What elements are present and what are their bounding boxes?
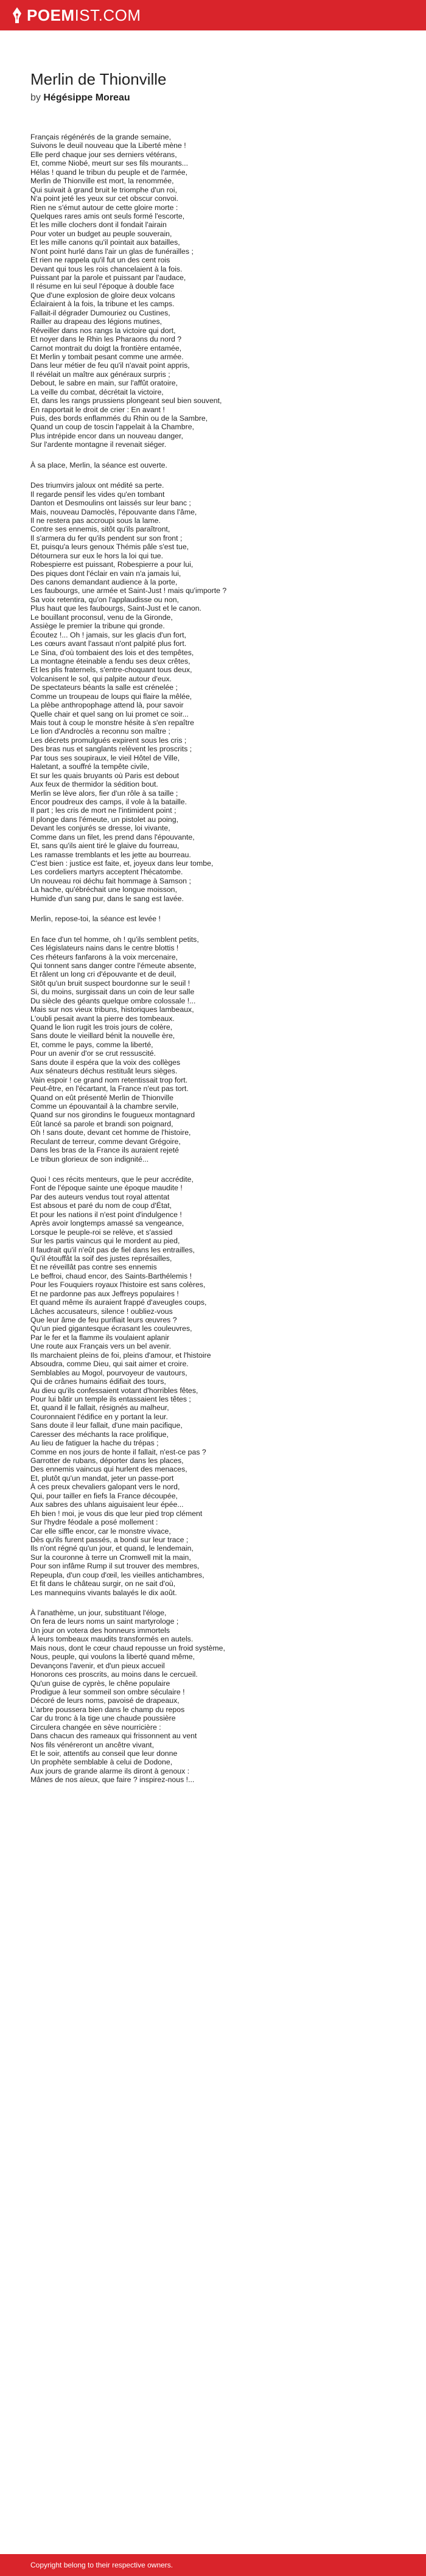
poem-line: Qu'un pied gigantesque écrasant les couleuvres,: [30, 1324, 192, 1333]
site-logo[interactable]: [12, 6, 141, 25]
poem-line: Quoi ! ces récits menteurs, que le peur accrédite,: [30, 1175, 194, 1184]
poem-line: Un nouveau roi déchu fait hommage à Samson ;: [30, 876, 191, 885]
poem-line: Les décrets promulgués expirent sous les cris ;: [30, 735, 187, 745]
poem-stanza: [30, 1175, 396, 1597]
poem-line: Sans doute il leur fallait, d'une main pacifique,: [30, 1421, 183, 1430]
poem-line: Et quand même ils auraient frappé d'aveugles coups,: [30, 1298, 207, 1307]
poem-line: Quand sur nos girondins le fougueux montagnard: [30, 1111, 195, 1120]
poem-line: Garrotter de rubans, déporter dans les places,: [30, 1456, 184, 1465]
poem-line: Aux jours de grande alarme ils diront à genoux :: [30, 1766, 190, 1775]
poem-line: C'est bien : justice est faite, et, joyeux dans leur tombe,: [30, 859, 214, 868]
poem-line: Et, comme le pays, comme la liberté,: [30, 1040, 153, 1049]
poem-line: Français régénérés de la grande semaine,: [30, 133, 172, 141]
poem-line: Quand un coup de toscin l'appelait à la Chambre,: [30, 423, 194, 432]
poem-line: Sur l'ardente montagne il revenait siéger.: [30, 440, 167, 449]
poem-line: L'oubli pesait avant la pierre des tombeaux.: [30, 1014, 175, 1023]
poem-line: Plus intrépide encor dans un nouveau danger,: [30, 431, 183, 440]
poem-line: Reculant de terreur, comme devant Grégoire,: [30, 1137, 181, 1146]
poem-line: Par le fer et la flamme ils voulaient aplanir: [30, 1333, 170, 1342]
poem-line: Danton et Desmoulins ont laissés sur leur banc ;: [30, 499, 191, 508]
poem-line: Fallait-il dégrader Dumouriez ou Custines,: [30, 308, 170, 317]
poem-line: Robespierre est puissant, Robespierre a pour lui,: [30, 560, 194, 569]
poem-line: Ils n'ont régné qu'un jour, et quand, le lendemain,: [30, 1544, 194, 1553]
poem-line: Comme un troupeau de loups qui flaire la mêlée,: [30, 692, 192, 701]
poem-line: Il résume en lui seul l'époque à double face: [30, 282, 175, 291]
poem-line: Pour un avenir d'or se crut ressuscité.: [30, 1049, 156, 1058]
poem-line: Devant les conjurés se dresse, loi vivante,: [30, 824, 170, 833]
poem-line: Pour son infâme Rump il sut trouver des membres,: [30, 1562, 200, 1571]
poem-line: Dans chacun des rameaux qui frissonnent au vent: [30, 1732, 197, 1741]
poem-stanza: [30, 461, 396, 469]
poem-line: En face d'un tel homme, oh ! qu'ils semblent petits,: [30, 935, 199, 944]
poem-line: Et, dans les rangs prussiens plongeant seul bien souvent,: [30, 396, 222, 405]
poem-line: L'arbre poussera bien dans le champ du repos: [30, 1705, 185, 1714]
poem-line: Et le soir, attentifs au conseil que leur donne: [30, 1749, 178, 1758]
poem-line: Et les mille clochers dont il fondait l'airain: [30, 220, 167, 230]
poem-line: La hache, qu'ébréchait une longue moisson,: [30, 885, 177, 894]
poem-line: Assiège le premier la tribune qui gronde.: [30, 622, 165, 631]
poem-line: Aux feux de thermidor la sédition bout.: [30, 780, 158, 789]
poem-line: Du siècle des géants quelque ombre colossale !...: [30, 996, 196, 1005]
poem-line: Et sur les quais bruyants où Paris est debout: [30, 771, 180, 780]
poem-line: Comme en nos jours de honte il fallait, n'est-ce pas ?: [30, 1447, 206, 1456]
poem-line: Merlin se lève alors, fier d'un rôle à sa taille ;: [30, 788, 178, 798]
poem-line: Lâches accusateurs, silence ! oubliez-vous: [30, 1307, 173, 1316]
poem-line: Les cœurs avant l'assaut n'ont palpité plus fort.: [30, 639, 187, 648]
poem-line: Suivons le deuil nouveau que la Liberté mène !: [30, 141, 186, 150]
poem-line: Mânes de nos aïeux, que faire ? inspirez-nous !...: [30, 1775, 195, 1785]
poem-line: Elle perd chaque jour ses derniers vétérans,: [30, 150, 177, 159]
poem-line: Sa voix retentira, qu'on l'applaudisse ou non,: [30, 595, 179, 604]
poem-line: Peut-être, en l'écartant, la France n'eut pas tort.: [30, 1084, 189, 1093]
poem-line: Quelle chair et quel sang on lui promet ce soir...: [30, 709, 189, 718]
poem-line: Ces législateurs nains dans le centre blottis !: [30, 944, 179, 953]
poem-line: Haletant, a souffré la tempête civile,: [30, 762, 150, 771]
poem-line: Le tribun glorieux de son indignité...: [30, 1154, 149, 1163]
poem-line: Sitôt qu'un bruit suspect bourdonne sur le seuil !: [30, 978, 190, 988]
poem-line: Sur l'hydre féodale a posé mollement :: [30, 1518, 158, 1527]
poem-line: Nos fils vénéreront un ancêtre vivant,: [30, 1740, 155, 1749]
poem-line: Mais tout à coup le monstre hésite à s'en repaître: [30, 718, 194, 727]
poem-line: Un prophète semblable à celui de Dodone,: [30, 1758, 173, 1767]
poem-line: Aux sabres des uhlans aiguisaient leur épée...: [30, 1500, 184, 1509]
poem-line: Caresser des méchants la race prolifique,: [30, 1430, 169, 1439]
poem-line: Pour lui bâtir un temple ils entassaient les têtes ;: [30, 1394, 191, 1403]
poem-line: Prodigue à leur sommeil son ombre séculaire !: [30, 1687, 185, 1696]
poem-line: Qu'un guise de cyprès, le chêne populaire: [30, 1679, 170, 1688]
poem-line: Des ennemis vaincus qui hurlent des menaces,: [30, 1465, 187, 1474]
poem-line: Font de l'époque sainte une époque maudite !: [30, 1184, 183, 1193]
poem-line: Une route aux Français vers un bel avenir.: [30, 1342, 172, 1351]
poem-line: Vain espoir ! ce grand nom retentissait trop fort.: [30, 1075, 188, 1084]
poem-line: Pour les Fouquiers royaux l'histoire est sans colères,: [30, 1280, 206, 1290]
poem-line: Mais sur nos vieux tribuns, historiques lambeaux,: [30, 1005, 194, 1014]
poem-stanza: [30, 914, 396, 923]
poem-line: Si, du moins, surgissait dans un coin de leur salle: [30, 988, 195, 997]
poem-line: Éclairaient à la fois, la tribune et les camps.: [30, 300, 175, 309]
poem-line: Dès qu'ils furent passés, a bondi sur leur trace ;: [30, 1535, 189, 1544]
poem-line: Au dieu qu'ils confessaient votant d'horribles fêtes,: [30, 1386, 198, 1395]
poem-line: Carnot montrait du doigt la frontière entamée,: [30, 343, 182, 353]
poem-line: Le Sina, d'où tombaient des lois et des tempêtes,: [30, 648, 194, 657]
poem-line: Dans leur métier de feu qu'il n'avait point appris,: [30, 361, 190, 370]
poem-line: Couronnaient l'édifice en y portant la leur.: [30, 1412, 168, 1421]
poem-line: Mais, nouveau Damoclès, l'épouvante dans l'âme,: [30, 507, 197, 516]
poem-line: Et, comme Niobé, meurt sur ses fils mourants...: [30, 159, 188, 168]
poem-line: La montagne éteinable a fendu ses deux crêtes,: [30, 656, 190, 665]
poem-line: En rapportait le droit de crier : En avant !: [30, 405, 165, 414]
poem-line: Plus haut que les faubourgs, Saint-Just et le canon.: [30, 604, 201, 613]
poem-line: Lorsque le peuple-roi se relève, et s'assied: [30, 1227, 173, 1237]
poem-line: Merlin, repose-toi, la séance est levée !: [30, 914, 161, 924]
poem-line: Des triumvirs jaloux ont médité sa perte.: [30, 481, 164, 490]
poem-line: Dans les bras de la France ils auraient rejeté: [30, 1146, 180, 1155]
poem-line: Et, quand il le fallait, résignés au malheur,: [30, 1403, 169, 1413]
poem-line: Nous, peuple, qui voulons la liberté quand même,: [30, 1652, 195, 1662]
poem-line: Et les plis fraternels, s'entre-choquant tous deux,: [30, 665, 192, 675]
poem-line: Car du tronc à la tige une chaude poussière: [30, 1714, 176, 1723]
poem-line: À sa place, Merlin, la séance est ouverte.: [30, 460, 167, 469]
poem-line: Est absous et paré du nom de coup d'État,: [30, 1201, 172, 1210]
poem-line: Ces rhéteurs fanfarons à la voix mercenaire,: [30, 952, 178, 961]
site-brand: POEMIST.COM: [27, 5, 141, 24]
poem-stanza: [30, 1609, 396, 1785]
poem-body: [30, 133, 396, 1785]
poem-line: Et, puisqu'a leurs genoux Thémis pâle s'est tue,: [30, 542, 189, 552]
poem-line: Sur les partis vaincus qui le mordent au pied,: [30, 1237, 180, 1246]
poem-line: Qui, pour tailler en fiefs la France découpée,: [30, 1491, 178, 1500]
author-link[interactable]: Hégésippe Moreau: [43, 93, 130, 103]
poem-line: Et ne pardonne pas aux Jeffreys populaires !: [30, 1289, 179, 1298]
poem-line: N'ont point hurlé dans l'air un glas de funérailles ;: [30, 247, 194, 256]
poem-line: Il ne restera pas accroupi sous la lame.: [30, 516, 161, 525]
poem-line: De spectateurs béants la salle est crénelée ;: [30, 683, 178, 692]
copyright-text: Copyright belong to their respective owners.: [30, 2561, 173, 2569]
poem-line: Devançons l'avenir, et d'un pieux accueil: [30, 1661, 165, 1670]
poem-line: Et, plutôt qu'un mandat, jeter un passe-port: [30, 1473, 174, 1483]
poem-line: Après avoir longtemps amassé sa vengeance,: [30, 1219, 184, 1228]
site-header: [0, 0, 426, 30]
poem-line: Rien ne s'émut autour de cette gloire morte :: [30, 203, 178, 212]
poem-content: [30, 30, 396, 1796]
poem-line: Et noyer dans le Rhin les Pharaons du nord ?: [30, 335, 182, 344]
poem-line: Les mannequins vivants balayés le dix août.: [30, 1588, 177, 1597]
poem-line: Il faudrait qu'il n'eût pas de fiel dans les entrailles,: [30, 1245, 195, 1254]
poem-line: Un jour on votera des honneurs immortels: [30, 1626, 170, 1635]
poem-line: À leurs tombeaux maudits transformés en autels.: [30, 1635, 194, 1644]
poem-line: Qui suivait à grand bruit le triomphe d'un roi,: [30, 185, 177, 194]
poem-line: Sans doute il espéra que la voix des collèges: [30, 1058, 181, 1067]
poem-line: Les cordeliers martyrs acceptent l'hécatombe.: [30, 868, 183, 877]
poem-line: Par des auteurs vendus tout royal attentat: [30, 1192, 170, 1201]
poem-line: Il plonge dans l'émeute, un pistolet au poing,: [30, 815, 178, 824]
poem-line: Des bras nus et sanglants relèvent les proscrits ;: [30, 745, 192, 754]
poem-line: Car elle siffle encor, car le monstre vivace,: [30, 1526, 171, 1535]
poem-line: Mais nous, dont le cœur chaud repousse un froid système,: [30, 1643, 225, 1652]
poem-line: Comme dans un filet, les prend dans l'épouvante,: [30, 832, 195, 841]
poem-line: Des piques dont l'éclair en vain n'a jamais lui,: [30, 569, 181, 578]
poem-line: Et les mille canons qu'il pointait aux batailles,: [30, 238, 180, 247]
poem-title: Merlin de Thionville: [30, 70, 167, 88]
poem-line: Le bouillant proconsul, venu de la Gironde,: [30, 612, 173, 622]
poem-line: Les faubourgs, une armée et Saint-Just ! mais qu'importe ?: [30, 586, 227, 595]
byline-prefix: by: [30, 93, 41, 103]
poem-line: Eh bien ! moi, je vous dis que leur pied trop clément: [30, 1509, 203, 1518]
poem-line: Au lieu de fatiguer la hache du trépas ;: [30, 1439, 159, 1448]
poem-line: Repeupla, d'un coup d'œil, les vieilles antichambres,: [30, 1570, 204, 1579]
poem-line: N'a point jeté les yeux sur cet obscur convoi.: [30, 194, 178, 203]
poem-line: Devant qui tous les rois chancelaient à la fois.: [30, 264, 183, 273]
poem-line: Encor poudreux des camps, il vole à la bataille.: [30, 797, 187, 806]
poem-line: Puissant par la parole et puissant par l'audace,: [30, 273, 186, 282]
poem-line: Railler au drapeau des légions mutines,: [30, 317, 162, 326]
poem-line: Détournera sur eux le hors la loi qui tue.: [30, 551, 164, 560]
pen-nib-icon: [12, 7, 22, 23]
poem-line: Pour voter un budget au peuple souverain,: [30, 229, 172, 238]
poem-line: À l'anathème, un jour, substituant l'éloge,: [30, 1609, 167, 1617]
poem-line: Hélas ! quand le tribun du peuple et de l'armée,: [30, 167, 188, 177]
poem-line: Sans doute le vieillard bénit la nouvelle ère,: [30, 1031, 175, 1041]
poem-line: Contre ses ennemis, sitôt qu'ils paraîtront,: [30, 525, 170, 534]
poem-line: Que d'une explosion de gloire deux volcans: [30, 290, 175, 300]
poem-line: Volcanisent le sol, qui palpite autour d'eux.: [30, 674, 172, 683]
poem-line: Écoutez !... Oh ! jamais, sur les glacis d'un fort,: [30, 630, 186, 639]
poem-line: Qu'il étouffât la soif des justes représailles,: [30, 1254, 172, 1263]
poem-line: Quand le lion rugit les trois jours de colère,: [30, 1023, 173, 1031]
poem-line: Que leur âme de feu purifiait leurs œuvres ?: [30, 1316, 177, 1324]
poem-line: Décoré de leurs noms, pavoisé de drapeaux,: [30, 1696, 180, 1705]
poem-line: Et Merlin y tombait pesant comme une armée.: [30, 352, 184, 361]
poem-line: Les ramasse tremblants et les jette au bourreau.: [30, 850, 191, 859]
poem-line: Le beffroi, chaud encor, des Saints-Barthélemis !: [30, 1271, 192, 1280]
poem-line: La veille du combat, décrétait la victoire,: [30, 387, 164, 396]
poem-line: Et râlent un long cri d'épouvante et de deuil,: [30, 970, 176, 979]
poem-line: Aux sénateurs déchus restituât leurs sièges.: [30, 1067, 178, 1076]
poem-byline: [30, 93, 396, 104]
poem-stanza: [30, 935, 396, 1163]
poem-line: Puis, des bords enflammés du Rhin ou de la Sambre,: [30, 414, 208, 423]
poem-line: À ces preux chevaliers galopant vers le nord,: [30, 1483, 180, 1492]
poem-line: Sur la couronne à terre un Cromwell mit la main,: [30, 1553, 191, 1562]
poem-line: Il part ; les cris de mort ne l'intimident point ;: [30, 806, 176, 815]
poem-stanza: [30, 133, 396, 449]
poem-line: Il regarde pensif les vides qu'en tombant: [30, 490, 165, 499]
poem-line: On fera de leurs noms un saint martyrologe ;: [30, 1617, 179, 1626]
poem-line: Il s'armera du fer qu'ils pendent sur son front ;: [30, 533, 183, 542]
poem-line: Et ne réveillât pas contre ses ennemis: [30, 1263, 157, 1272]
poem-line: Réveiller dans nos rangs la victoire qui dort,: [30, 326, 176, 335]
poem-line: Ils marchaient pleins de foi, pleins d'amour, et l'histoire: [30, 1350, 211, 1360]
poem-line: Qui de crânes humains édifiait des tours,: [30, 1377, 166, 1386]
poem-line: Comme un épouvantail à la chambre servile,: [30, 1101, 179, 1111]
poem-line: Debout, le sabre en main, sur l'affût oratoire,: [30, 379, 178, 388]
site-footer: [0, 2554, 426, 2576]
poem-line: Semblables au Mogol, pourvoyeur de vautours,: [30, 1368, 187, 1377]
poem-line: Il révélait un maître aux généraux surpris ;: [30, 370, 170, 379]
poem-line: Et fit dans le château surgir, on ne sait d'où,: [30, 1579, 176, 1588]
poem-line: Et pour les nations il n'est point d'indulgence !: [30, 1210, 182, 1219]
poem-line: Et rien ne rappela qu'il fut un des cent rois: [30, 256, 170, 265]
poem-line: Oh ! sans doute, devant cet homme de l'histoire,: [30, 1128, 191, 1137]
poem-line: Le lion d'Androclès a reconnu son maître ;: [30, 727, 170, 736]
poem-line: La plèbe anthropophage attend là, pour savoir: [30, 701, 184, 710]
poem-line: Par tous ses soupiraux, le vieil Hôtel de Ville,: [30, 753, 180, 762]
poem-line: Honorons ces proscrits, au moins dans le cercueil.: [30, 1670, 198, 1679]
poem-line: Des canons demandant audience à la porte,: [30, 578, 178, 586]
poem-line: Eût lancé sa parole et brandi son poignard,: [30, 1119, 173, 1128]
poem-line: Merlin de Thionville est mort, la renommée,: [30, 177, 174, 186]
poem-line: Humide d'un sang pur, dans le sang est lavée.: [30, 894, 184, 903]
poem-line: Qui tonnent sans danger contre l'émeute absente,: [30, 961, 197, 970]
poem-line: Absoudra, comme Dieu, qui sait aimer et croire.: [30, 1360, 189, 1369]
poem-line: Quelques rares amis ont seuls formé l'escorte,: [30, 211, 185, 220]
poem-stanza: [30, 481, 396, 903]
poem-line: Et, sans qu'ils aient tiré le glaive du fourreau,: [30, 841, 180, 851]
poem-line: Circulera changée en sève nourricière :: [30, 1722, 161, 1732]
poem-line: Quand on eût présenté Merlin de Thionville: [30, 1093, 173, 1102]
